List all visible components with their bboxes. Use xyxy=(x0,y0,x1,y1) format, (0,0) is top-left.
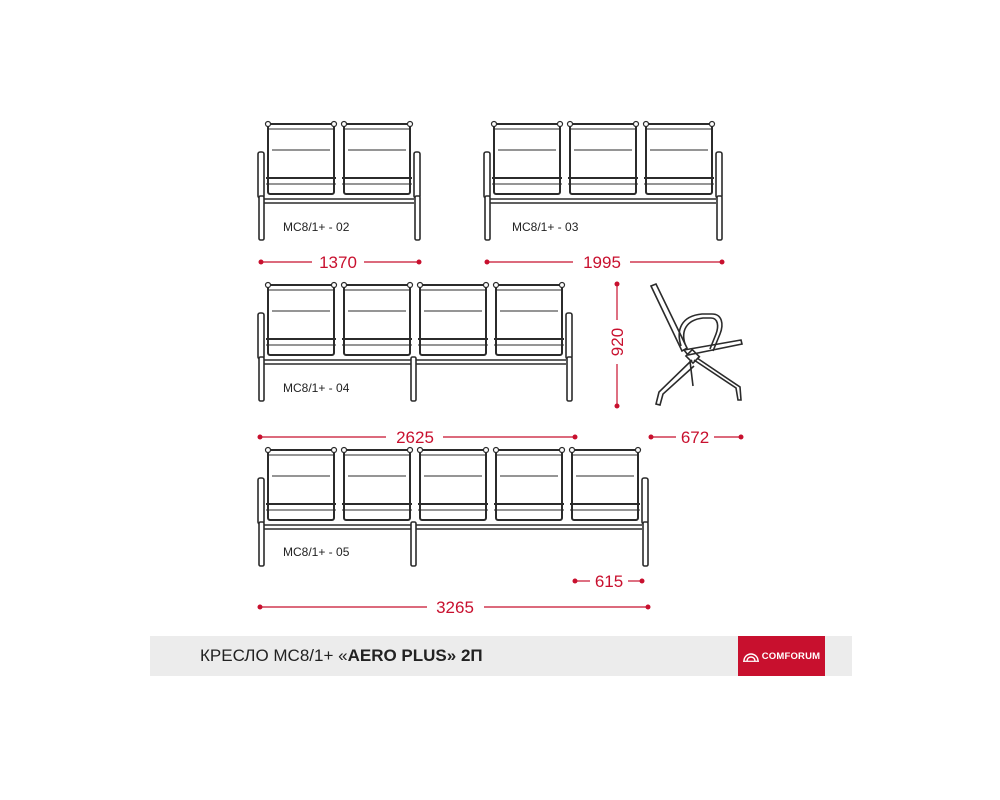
seat-bolt xyxy=(644,122,649,127)
seat xyxy=(418,283,489,356)
seat xyxy=(568,122,639,195)
armrest-post xyxy=(484,152,490,198)
seat-bolt xyxy=(634,122,639,127)
seat xyxy=(266,122,337,195)
seat-bolt xyxy=(342,283,347,288)
seat-bolt xyxy=(418,283,423,288)
dimension-3265 xyxy=(258,598,651,617)
brand-name: COMFORUM xyxy=(761,650,821,662)
seat xyxy=(492,122,563,195)
seat-bolt xyxy=(494,283,499,288)
dimension-text-2625: 2625 xyxy=(396,428,434,447)
seat xyxy=(266,283,337,356)
dimension-text-672: 672 xyxy=(680,428,710,447)
dimension-1995 xyxy=(485,253,725,272)
armrest-post xyxy=(258,313,264,359)
bench-leg xyxy=(567,357,572,401)
seat xyxy=(494,448,565,521)
product-title-model: AERO PLUS xyxy=(347,646,447,665)
armrest-post xyxy=(716,152,722,198)
dimension-920 xyxy=(608,282,627,409)
seat-bolt xyxy=(342,122,347,127)
bench-leg xyxy=(259,357,264,401)
dimension-text-1995: 1995 xyxy=(583,253,621,272)
seat-bolt xyxy=(266,448,271,453)
seat-bolt xyxy=(342,448,347,453)
seat xyxy=(644,122,715,195)
dimension-text-1370: 1370 xyxy=(319,253,357,272)
seat xyxy=(342,283,413,356)
model-label-04: МС8/1+ - 04 xyxy=(283,381,350,395)
model-label-02: МС8/1+ - 02 xyxy=(283,220,350,234)
armrest-post xyxy=(258,152,264,198)
seat xyxy=(342,122,413,195)
armrest-post xyxy=(566,313,572,359)
dimension-text-615: 615 xyxy=(594,572,624,591)
model-label-03: МС8/1+ - 03 xyxy=(512,220,579,234)
bench-leg xyxy=(259,196,264,240)
dimension-text-920: 920 xyxy=(608,327,627,357)
brand-logo xyxy=(738,636,825,676)
product-title-prefix: КРЕСЛО МС8/1+ « xyxy=(200,646,348,665)
seat-bolt xyxy=(560,283,565,288)
product-title-suffix: » 2П xyxy=(446,646,483,665)
bench-leg xyxy=(717,196,722,240)
sun-arc-icon xyxy=(743,650,759,662)
seat xyxy=(570,448,641,521)
dimension-1370 xyxy=(259,253,422,272)
seat-bolt xyxy=(710,122,715,127)
bench-leg xyxy=(411,357,416,401)
armrest-post xyxy=(258,478,264,524)
seat xyxy=(418,448,489,521)
seat-bolt xyxy=(484,283,489,288)
model-label-05: МС8/1+ - 05 xyxy=(283,545,350,559)
seat-bolt xyxy=(332,122,337,127)
bench-leg xyxy=(485,196,490,240)
seat-bolt xyxy=(266,122,271,127)
seat-bolt xyxy=(418,448,423,453)
armrest-post xyxy=(414,152,420,198)
seat-bolt xyxy=(492,122,497,127)
seat-bolt xyxy=(408,122,413,127)
seat-bolt xyxy=(408,283,413,288)
seat-bolt xyxy=(636,448,641,453)
dimension-615 xyxy=(573,572,645,591)
seat xyxy=(342,448,413,521)
seat-bolt xyxy=(332,448,337,453)
product-title xyxy=(200,646,483,666)
seat-bolt xyxy=(408,448,413,453)
bench-leg xyxy=(415,196,420,240)
seat-bolt xyxy=(568,122,573,127)
seat-bolt xyxy=(560,448,565,453)
dimension-672 xyxy=(649,428,744,447)
dimension-2625 xyxy=(258,428,578,447)
dimension-text-3265: 3265 xyxy=(436,598,474,617)
bench-leg xyxy=(643,522,648,566)
chair-side-view xyxy=(651,284,742,405)
seat-bolt xyxy=(558,122,563,127)
seat xyxy=(494,283,565,356)
seat-bolt xyxy=(266,283,271,288)
armrest-post xyxy=(642,478,648,524)
seat-bolt xyxy=(332,283,337,288)
seat-bolt xyxy=(494,448,499,453)
seat-bolt xyxy=(570,448,575,453)
seat-bolt xyxy=(484,448,489,453)
bench-leg xyxy=(259,522,264,566)
seat xyxy=(266,448,337,521)
bench-leg xyxy=(411,522,416,566)
